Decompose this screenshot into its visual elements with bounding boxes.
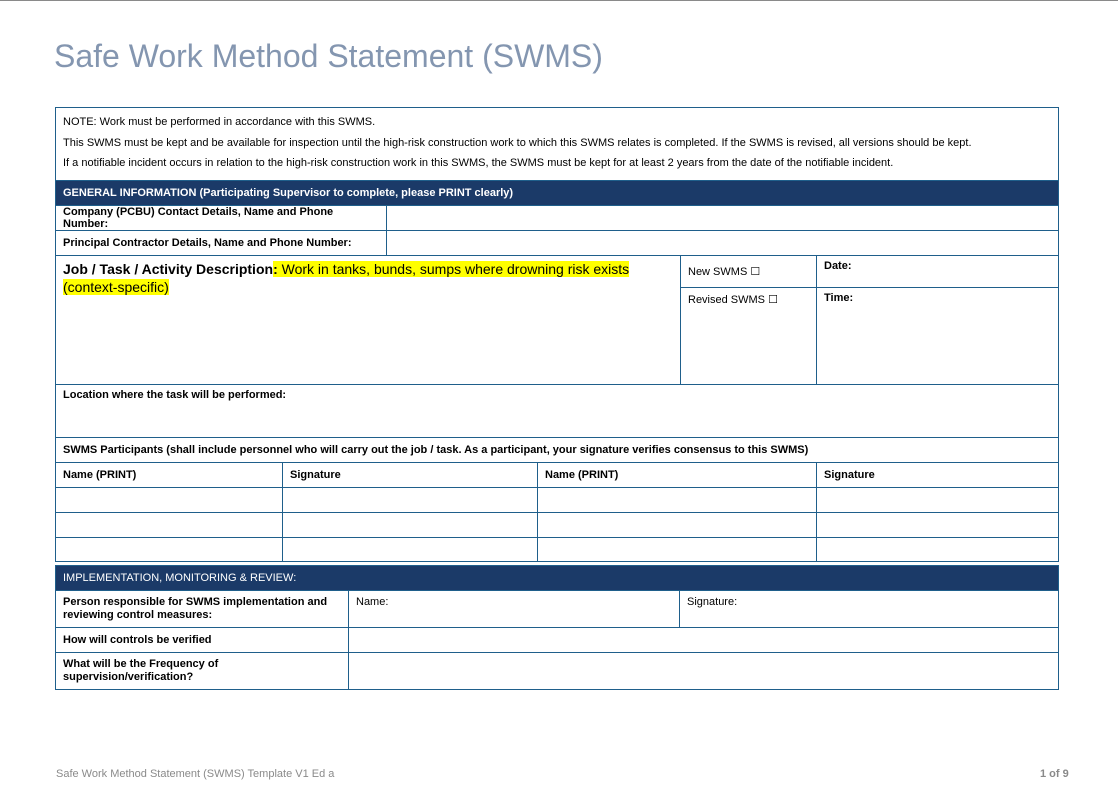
footer-page-number: 1 of 9 — [1040, 768, 1069, 780]
note-line: If a notifiable incident occurs in relation to the high-risk construction work in this SWMS, the SWMS must be kept for at least 2 years from the date of the notifiable incident. — [63, 157, 894, 169]
top-rule — [0, 0, 1118, 1]
responsible-name-field[interactable]: Name: — [349, 591, 680, 628]
note-line: NOTE: Work must be performed in accordance with this SWMS. — [63, 116, 376, 128]
participant-name-field[interactable] — [538, 512, 817, 537]
verify-label: How will controls be verified — [56, 628, 349, 653]
responsible-person-label: Person responsible for SWMS implementation and reviewing control measures: — [56, 591, 349, 628]
participant-name-field[interactable] — [538, 487, 817, 512]
frequency-field[interactable] — [349, 653, 1059, 690]
participants-column-header — [56, 462, 1059, 487]
participants-label: SWMS Participants (shall include personnel who will carry out the job / task. As a participant, your signature verifies consensus to this SWMS) — [56, 437, 1059, 462]
note-line: This SWMS must be kept and be available for inspection until the high-risk construction work to which this SWMS relates is completed. If the SWMS is revised, all versions should be kept. — [63, 136, 972, 149]
participant-signature-field[interactable] — [817, 537, 1059, 561]
job-description-label: Job / Task / Activity Description — [63, 260, 274, 277]
participant-signature-field[interactable] — [817, 512, 1059, 537]
participant-name-field[interactable] — [56, 537, 283, 561]
company-label: Company (PCBU) Contact Details, Name and Phone Number: — [56, 205, 387, 230]
location-row — [56, 384, 1059, 437]
time-label[interactable]: Time: — [817, 287, 1059, 384]
new-swms-checkbox[interactable]: New SWMS ☐ — [681, 255, 817, 287]
column-header-name: Name (PRINT) — [56, 462, 283, 487]
notes-row — [56, 108, 1059, 181]
implementation-heading: IMPLEMENTATION, MONITORING & REVIEW: — [56, 566, 1059, 591]
participant-row — [56, 512, 1059, 537]
job-description-cell[interactable] — [56, 255, 681, 384]
participant-signature-field[interactable] — [817, 487, 1059, 512]
participant-signature-field[interactable] — [283, 512, 538, 537]
general-information-heading: GENERAL INFORMATION (Participating Supervisor to complete, please PRINT clearly) — [56, 180, 1059, 205]
job-description-colon: : — [273, 260, 278, 277]
participant-name-field[interactable] — [56, 512, 283, 537]
column-header-name: Name (PRINT) — [538, 462, 817, 487]
principal-label: Principal Contractor Details, Name and Phone Number: — [56, 230, 387, 255]
principal-row — [56, 230, 1059, 255]
participant-signature-field[interactable] — [283, 487, 538, 512]
responsible-row — [56, 591, 1059, 628]
participant-signature-field[interactable] — [283, 537, 538, 561]
date-label[interactable]: Date: — [817, 255, 1059, 287]
responsible-signature-field[interactable]: Signature: — [680, 591, 1059, 628]
frequency-row — [56, 653, 1059, 690]
participant-name-field[interactable] — [56, 487, 283, 512]
principal-field[interactable] — [387, 230, 1059, 255]
company-row — [56, 205, 1059, 230]
participants-heading-row — [56, 437, 1059, 462]
company-field[interactable] — [387, 205, 1059, 230]
general-information-header — [56, 180, 1059, 205]
notes-cell — [56, 108, 1059, 181]
frequency-label: What will be the Frequency of supervision/verification? — [56, 653, 349, 690]
column-header-signature: Signature — [283, 462, 538, 487]
implementation-table — [55, 565, 1059, 690]
job-row — [56, 255, 1059, 287]
page-title: Safe Work Method Statement (SWMS) — [54, 38, 603, 74]
revised-swms-checkbox[interactable]: Revised SWMS ☐ — [681, 287, 817, 384]
general-information-table — [55, 107, 1059, 562]
verify-field[interactable] — [349, 628, 1059, 653]
verify-row — [56, 628, 1059, 653]
location-label[interactable]: Location where the task will be performed: — [56, 384, 1059, 437]
footer-template-name: Safe Work Method Statement (SWMS) Template V1 Ed a — [56, 768, 335, 780]
implementation-header — [56, 566, 1059, 591]
column-header-signature: Signature — [817, 462, 1059, 487]
participant-row — [56, 537, 1059, 561]
participant-row — [56, 487, 1059, 512]
participant-name-field[interactable] — [538, 537, 817, 561]
job-description-value: Work in tanks, bunds, sumps where drowning risk exists (context-specific) — [63, 260, 630, 295]
